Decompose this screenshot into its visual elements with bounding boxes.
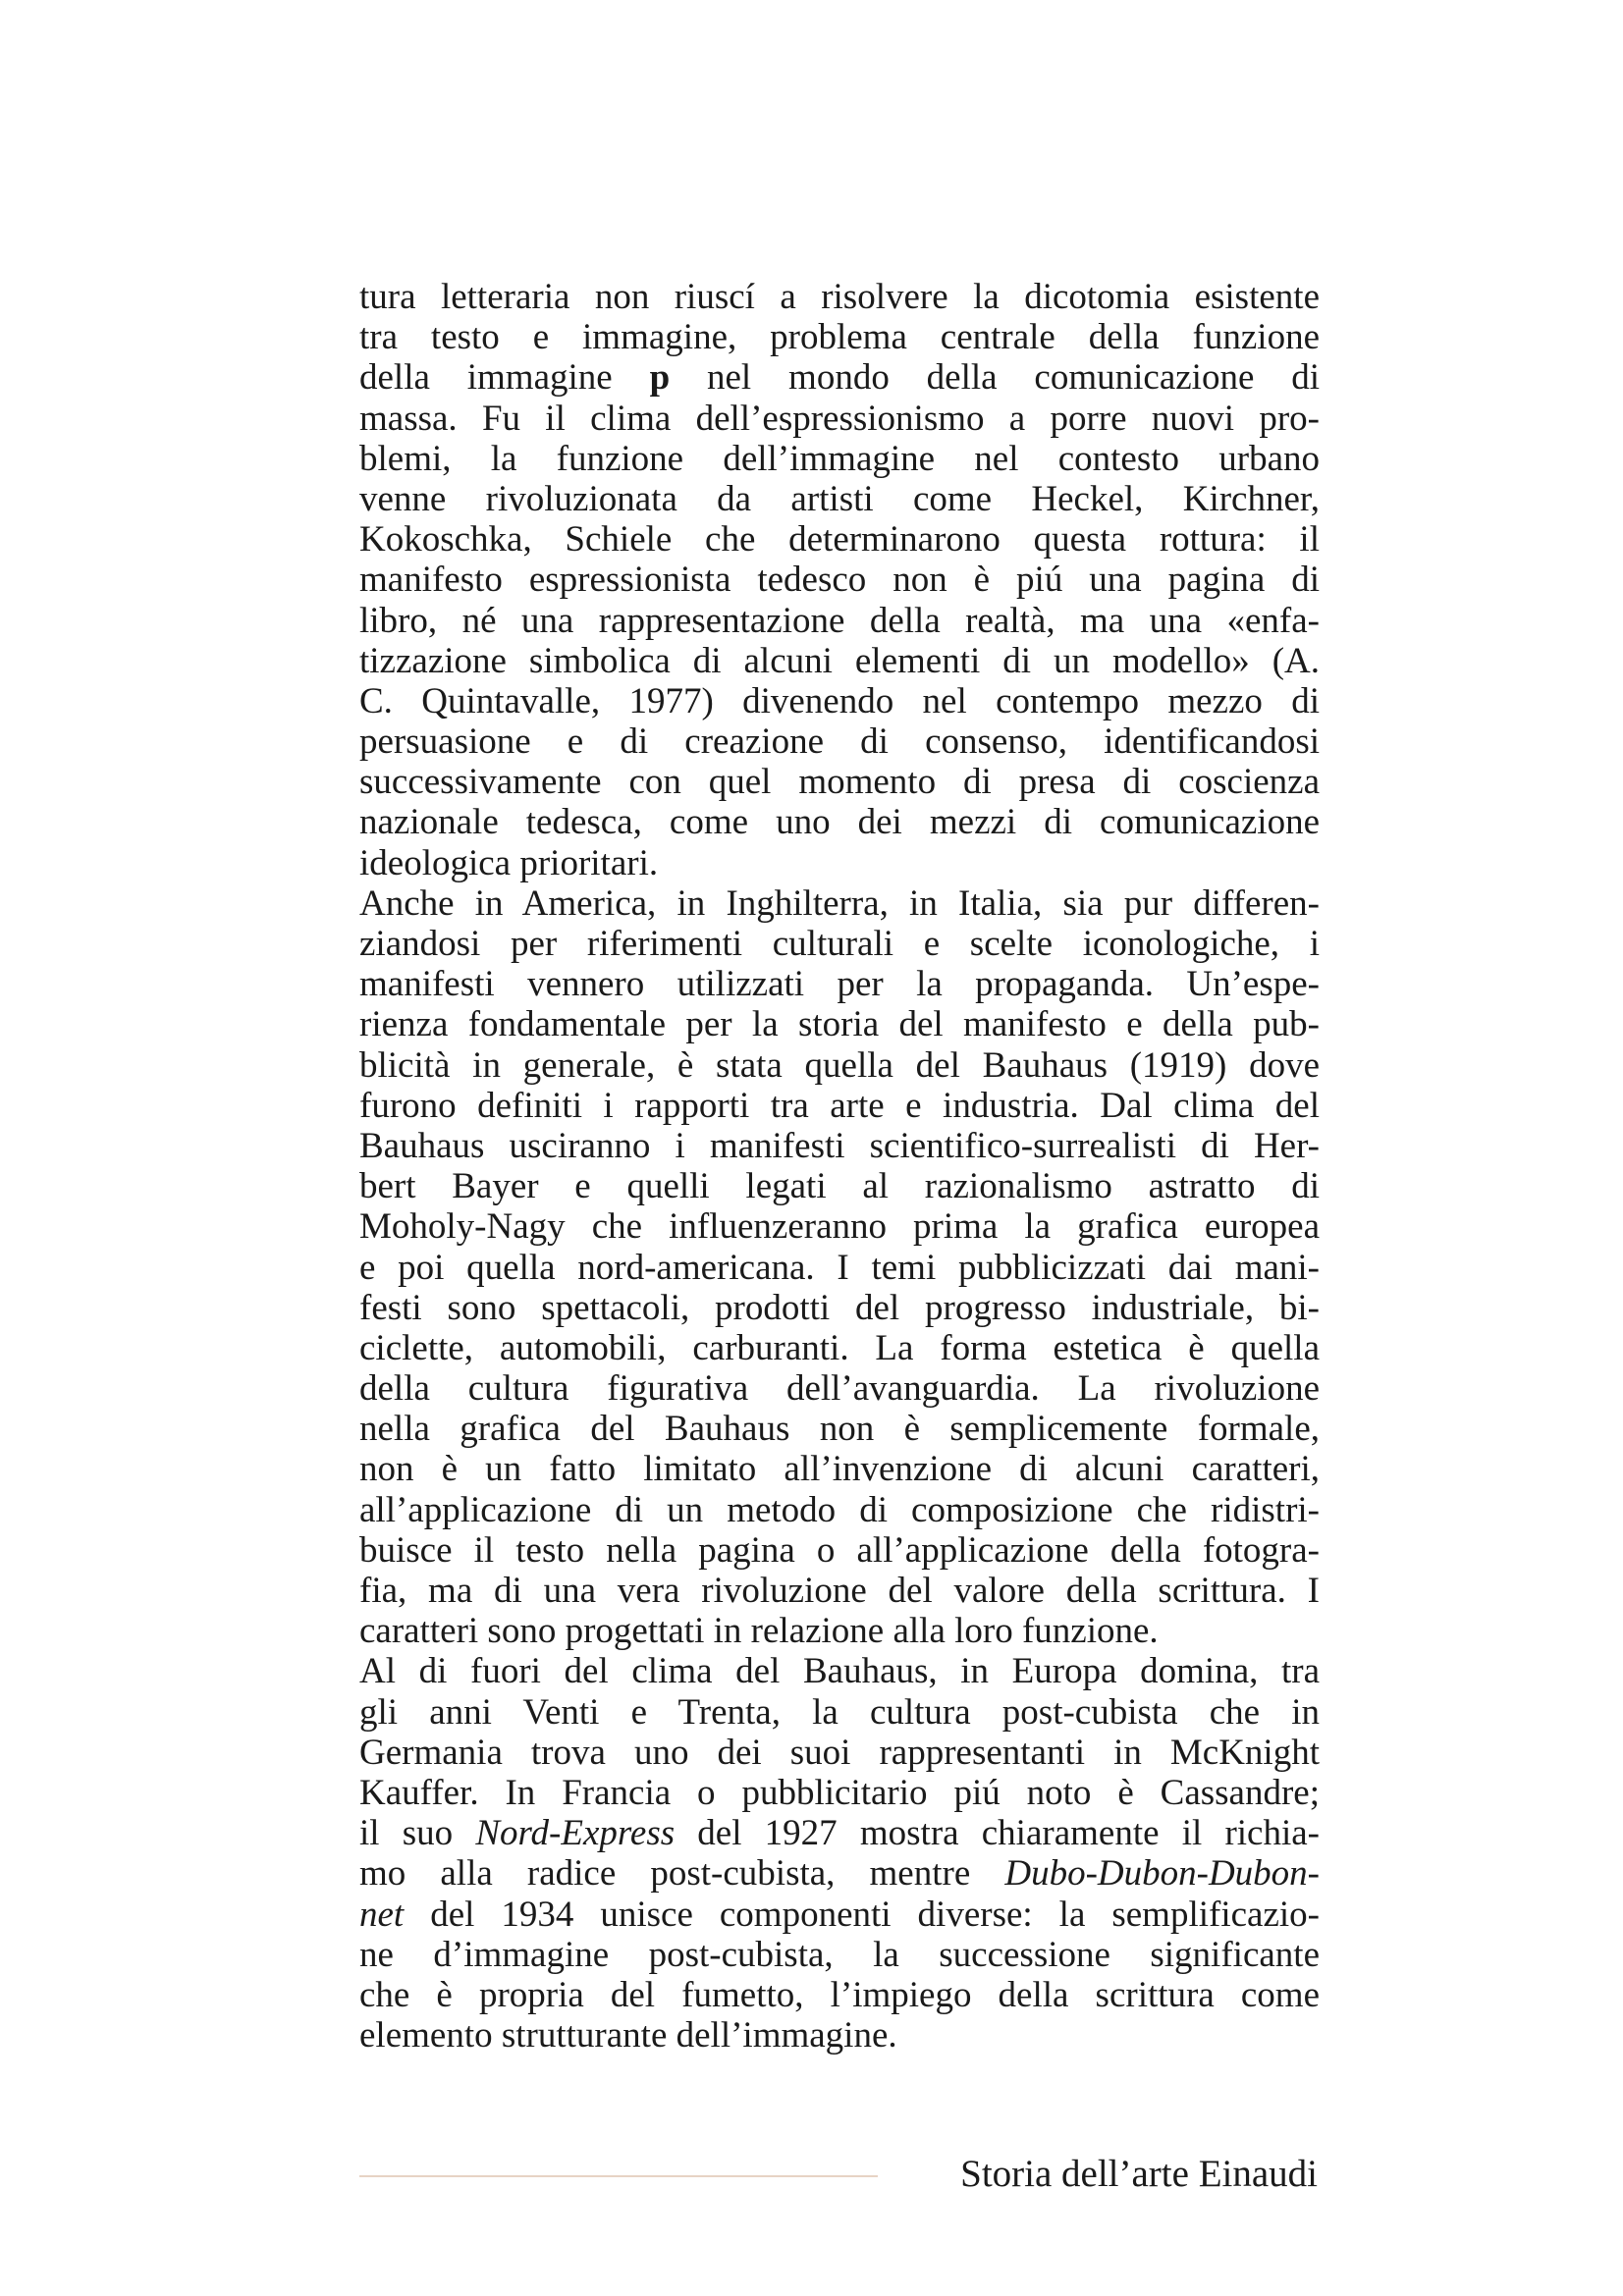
text-line: persuasione e di creazione di consenso, identificandosi bbox=[359, 721, 1320, 763]
text-line: ciclette, automobili, carburanti. La forma estetica è quella bbox=[359, 1327, 1320, 1368]
italic-title: Dubo-Dubon-Dubon- bbox=[1004, 1853, 1320, 1895]
text-line: della immagine p nel mondo della comunicazione di bbox=[359, 357, 1320, 399]
text-line: C. Quintavalle, 1977) divenendo nel contempo mezzo di bbox=[359, 680, 1320, 721]
footer-title: Storia dell’arte Einaudi bbox=[960, 2153, 1318, 2195]
text-line: gli anni Venti e Trenta, la cultura post-cubista che in bbox=[359, 1691, 1320, 1733]
italic-title: net bbox=[359, 1894, 405, 1935]
body-text bbox=[359, 277, 1320, 2056]
text-line: Germania trova uno dei suoi rappresentanti in McKnight bbox=[359, 1732, 1320, 1773]
text-line: della cultura figurativa dell’avanguardia. La rivoluzione bbox=[359, 1368, 1320, 1410]
text-line: festi sono spettacoli, prodotti del progresso industriale, bi- bbox=[359, 1287, 1320, 1328]
text-line: tura letteraria non riuscí a risolvere la dicotomia esistente bbox=[359, 277, 1320, 317]
text-line: tra testo e immagine, problema centrale della funzione bbox=[359, 317, 1320, 358]
text-line: massa. Fu il clima dell’espressionismo a porre nuovi pro- bbox=[359, 398, 1320, 439]
text-line: furono definiti i rapporti tra arte e industria. Dal clima del bbox=[359, 1085, 1320, 1126]
text-line: ideologica prioritari. bbox=[359, 842, 659, 883]
bold-marker: p bbox=[649, 357, 671, 399]
text-line: buisce il testo nella pagina o all’applicazione della fotogra- bbox=[359, 1529, 1320, 1571]
text-line: libro, né una rappresentazione della realtà, ma una «enfa- bbox=[359, 600, 1320, 641]
text-line: il suo Nord-Express del 1927 mostra chiaramente il richia- bbox=[359, 1813, 1320, 1854]
text-line: venne rivoluzionata da artisti come Heckel, Kirchner, bbox=[359, 478, 1320, 519]
text-line: Al di fuori del clima del Bauhaus, in Europa domina, tra bbox=[359, 1651, 1320, 1692]
text-line: blemi, la funzione dell’immagine nel contesto urbano bbox=[359, 438, 1320, 479]
text-line: Moholy-Nagy che influenzeranno prima la grafica europea bbox=[359, 1206, 1320, 1248]
footer-rule bbox=[359, 2175, 878, 2177]
italic-title: Nord-Express bbox=[475, 1813, 676, 1854]
text-line: che è propria del fumetto, l’impiego della scrittura come bbox=[359, 1974, 1320, 2015]
text-line: fia, ma di una vera rivoluzione del valore della scrittura. I bbox=[359, 1571, 1320, 1611]
text-line: Anche in America, in Inghilterra, in Italia, sia pur differen- bbox=[359, 882, 1320, 924]
text-line: Kauffer. In Francia o pubblicitario piú noto è Cassandre; bbox=[359, 1772, 1320, 1813]
text-line: non è un fatto limitato all’invenzione di alcuni caratteri, bbox=[359, 1449, 1320, 1490]
text-line: nazionale tedesca, come uno dei mezzi di comunicazione bbox=[359, 802, 1320, 843]
text-line: bert Bayer e quelli legati al razionalismo astratto di bbox=[359, 1166, 1320, 1207]
text-line: elemento strutturante dell’immagine. bbox=[359, 2015, 897, 2056]
text-line: caratteri sono progettati in relazione alla loro funzione. bbox=[359, 1611, 1159, 1652]
text-line: Kokoschka, Schiele che determinarono questa rottura: il bbox=[359, 519, 1320, 561]
text-line: successivamente con quel momento di presa di coscienza bbox=[359, 762, 1320, 803]
text-line: nella grafica del Bauhaus non è semplicemente formale, bbox=[359, 1409, 1320, 1450]
text-line: tizzazione simbolica di alcuni elementi di un modello» (A. bbox=[359, 640, 1320, 681]
text-line: Bauhaus usciranno i manifesti scientifico-surrealisti di Her- bbox=[359, 1125, 1320, 1166]
text-line: net del 1934 unisce componenti diverse: la semplificazio- bbox=[359, 1894, 1320, 1935]
text-line: rienza fondamentale per la storia del manifesto e della pub- bbox=[359, 1004, 1320, 1045]
text-line: manifesti vennero utilizzati per la propaganda. Un’espe- bbox=[359, 964, 1320, 1005]
text-line: mo alla radice post-cubista, mentre Dubo-Dubon-Dubon- bbox=[359, 1853, 1320, 1895]
text-line: ne d’immagine post-cubista, la successione significante bbox=[359, 1934, 1320, 1975]
text-line: all’applicazione di un metodo di composizione che ridistri- bbox=[359, 1489, 1320, 1530]
text-line: manifesto espressionista tedesco non è piú una pagina di bbox=[359, 560, 1320, 601]
text-line: blicità in generale, è stata quella del Bauhaus (1919) dove bbox=[359, 1044, 1320, 1086]
text-line: ziandosi per riferimenti culturali e scelte iconologiche, i bbox=[359, 924, 1320, 964]
text-line: e poi quella nord-americana. I temi pubblicizzati dai mani- bbox=[359, 1247, 1320, 1288]
